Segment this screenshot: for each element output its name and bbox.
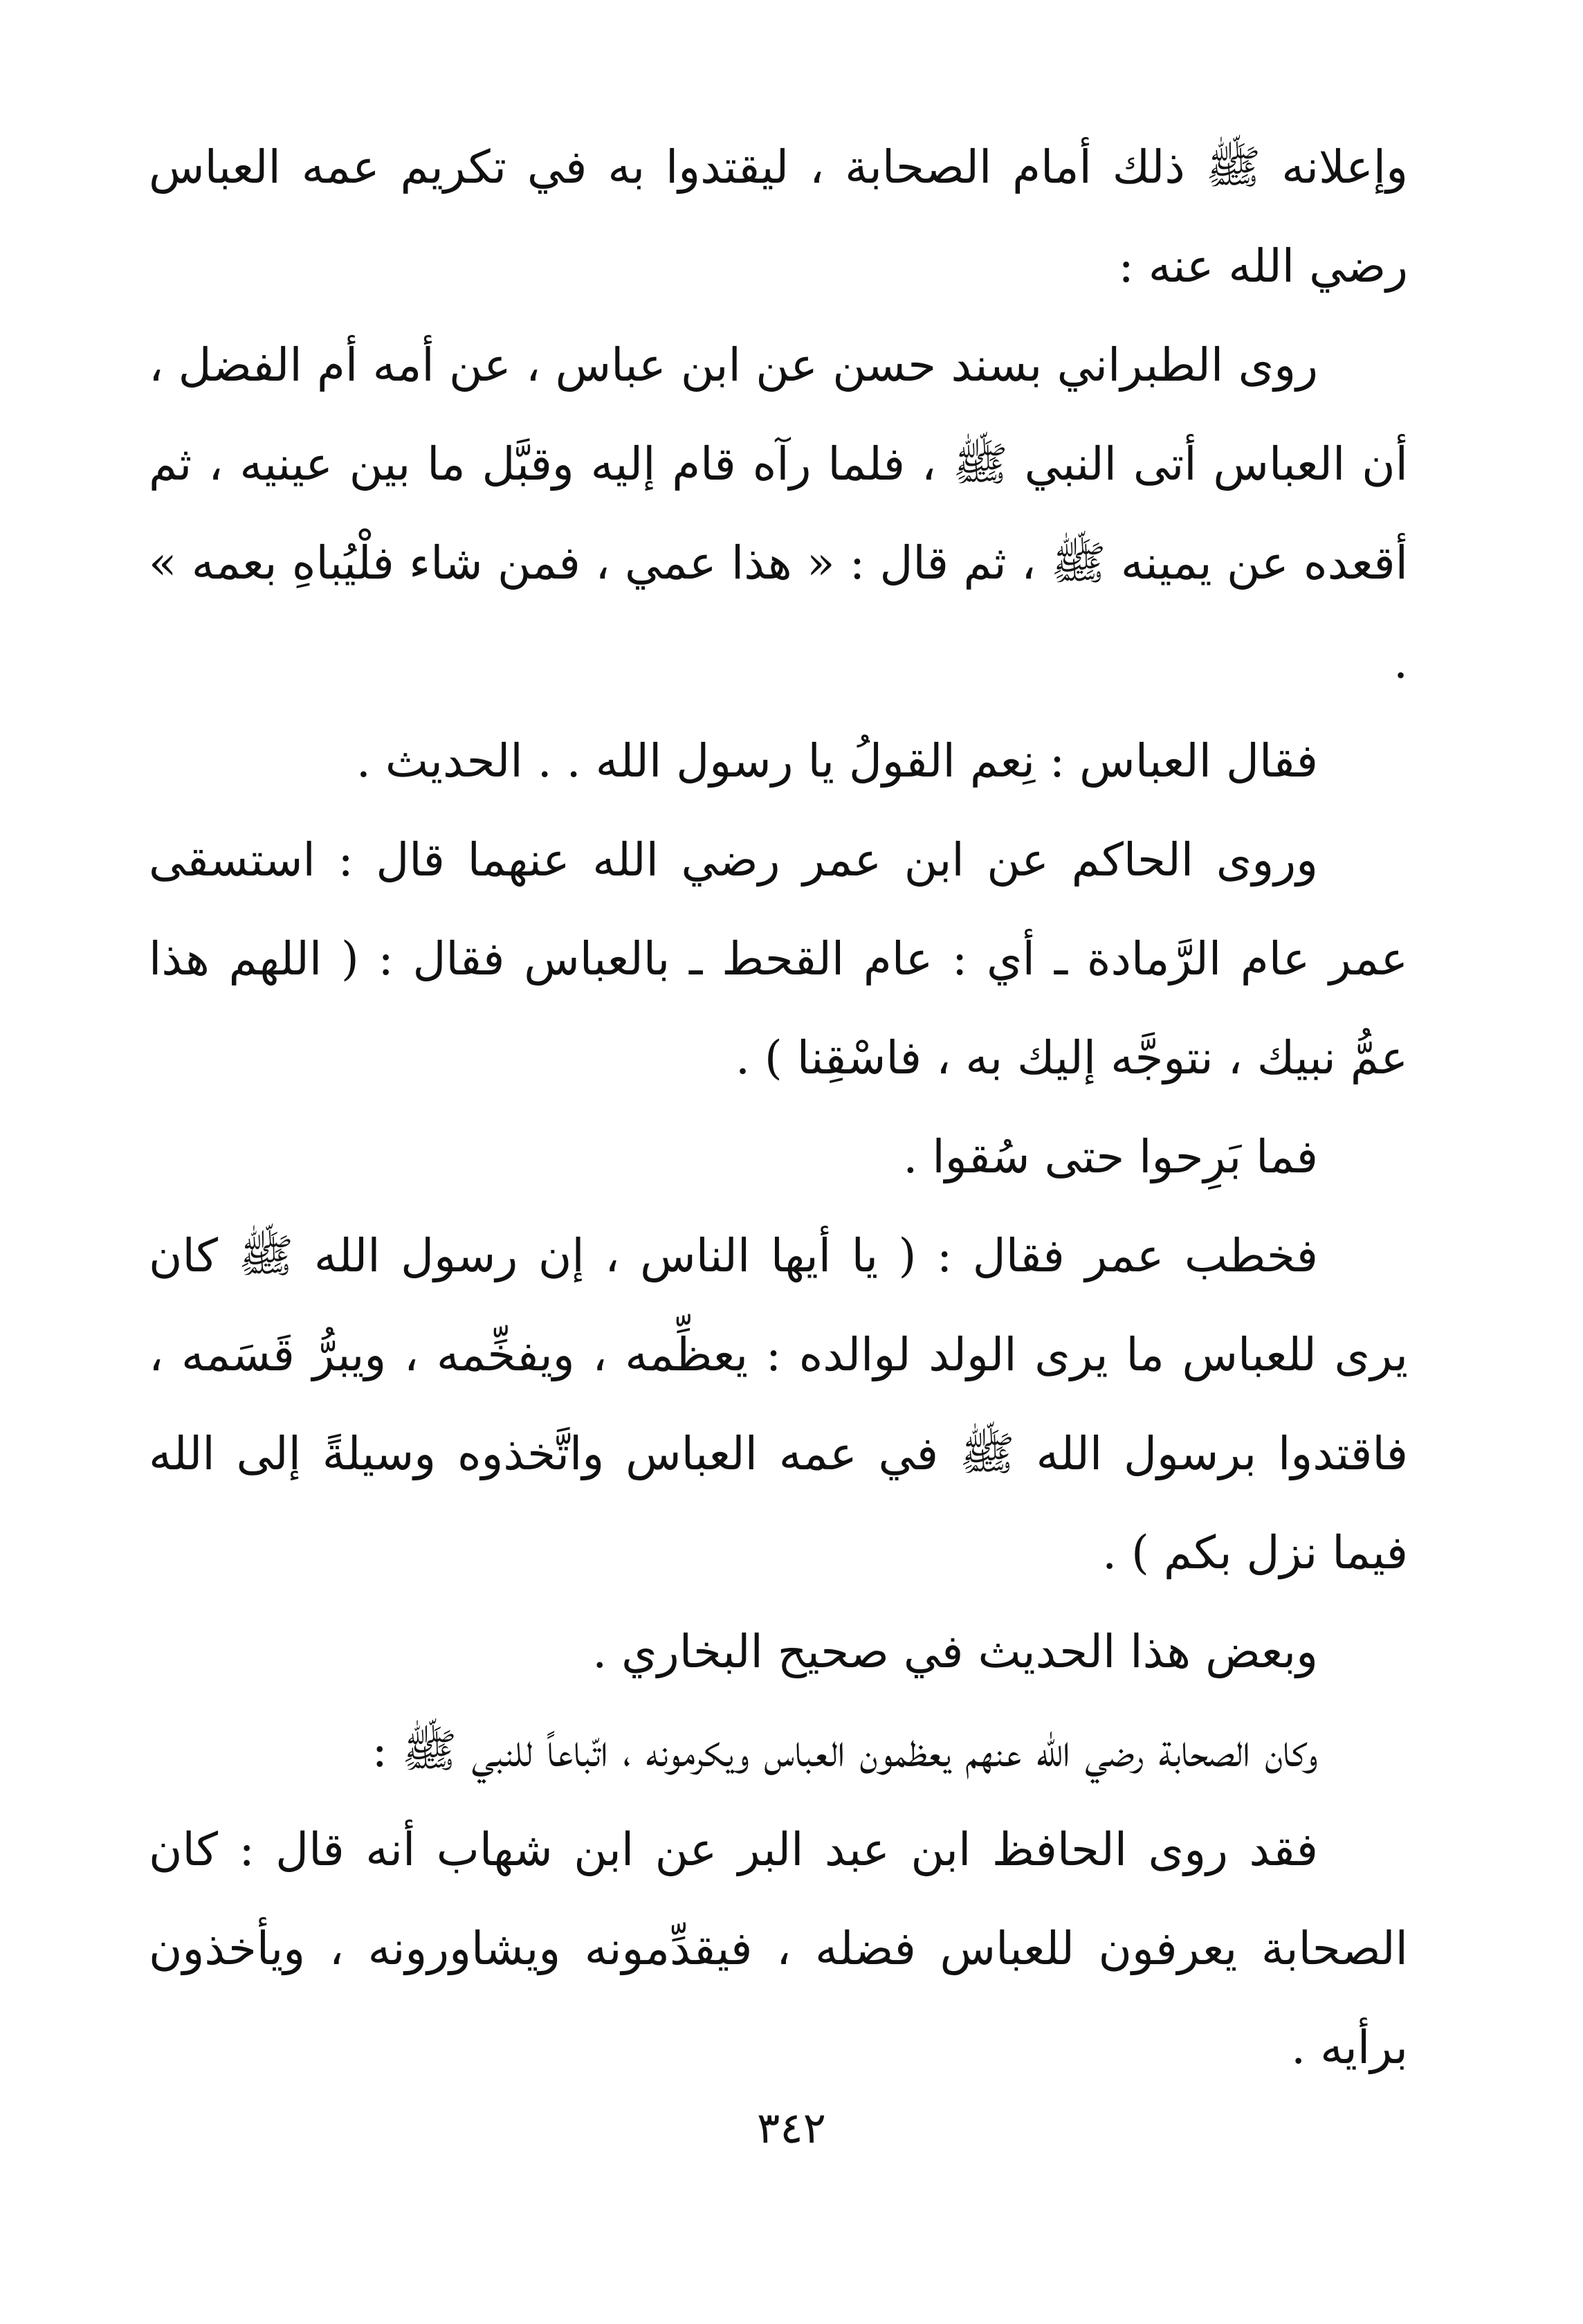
- paragraph-hakim-hadith: وروى الحاكم عن ابن عمر رضي الله عنهما قال : استسقى عمر عام الرَّمادة ـ أي : عام القحط ـ بالعباس فقال : ( اللهم هذا عمُّ نبيك ، نتوجَّه إليك به ، فاسْقِنا ) .: [149, 833, 1408, 1084]
- paragraph-rain-result: فما بَرِحوا حتى سُقوا .: [903, 1130, 1318, 1183]
- paragraph-companions-honor: وكان الصحابة رضي الله عنهم يعظمون العباس ويكرمونه ، اتّباعاً للنبي ﷺ :: [372, 1724, 1318, 1777]
- body-text: [149, 118, 1408, 2097]
- paragraph-tabarani-hadith: روى الطبراني بسند حسن عن ابن عباس ، عن أمه أم الفضل ، أن العباس أتى النبي ﷺ ، فلما رآه قام إليه وقبَّل ما بين عينيه ، ثم أقعده عن يمينه ﷺ ، ثم قال : « هذا عمي ، فمن شاء فلْيُباهِ بعمه » .: [149, 338, 1408, 689]
- paragraph-umar-sermon: فخطب عمر فقال : ( يا أيها الناس ، إن رسول الله ﷺ كان يرى للعباس ما يرى الولد لوالده : يعظِّمه ، ويفخِّمه ، ويبرُّ قَسَمه ، فاقتدوا برسول الله ﷺ في عمه العباس واتَّخذوه وسيلةً إلى الله فيما نزل بكم ) .: [149, 1229, 1408, 1579]
- paragraph-ibn-abd-al-barr: فقد روى الحافظ ابن عبد البر عن ابن شهاب أنه قال : كان الصحابة يعرفون للعباس فضله ، فيقدِّمونه ويشاورونه ، ويأخذون برأيه .: [149, 1823, 1408, 2074]
- paragraph-abbas-reply: فقال العباس : نِعم القولُ يا رسول الله . . الحديث .: [356, 734, 1318, 788]
- page-number: ٣٤٢: [757, 2103, 826, 2153]
- paragraph-continuation: وإعلانه ﷺ ذلك أمام الصحابة ، ليقتدوا به في تكريم عمه العباس رضي الله عنه :: [149, 140, 1408, 293]
- paragraph-bukhari-note: وبعض هذا الحديث في صحيح البخاري .: [592, 1625, 1318, 1678]
